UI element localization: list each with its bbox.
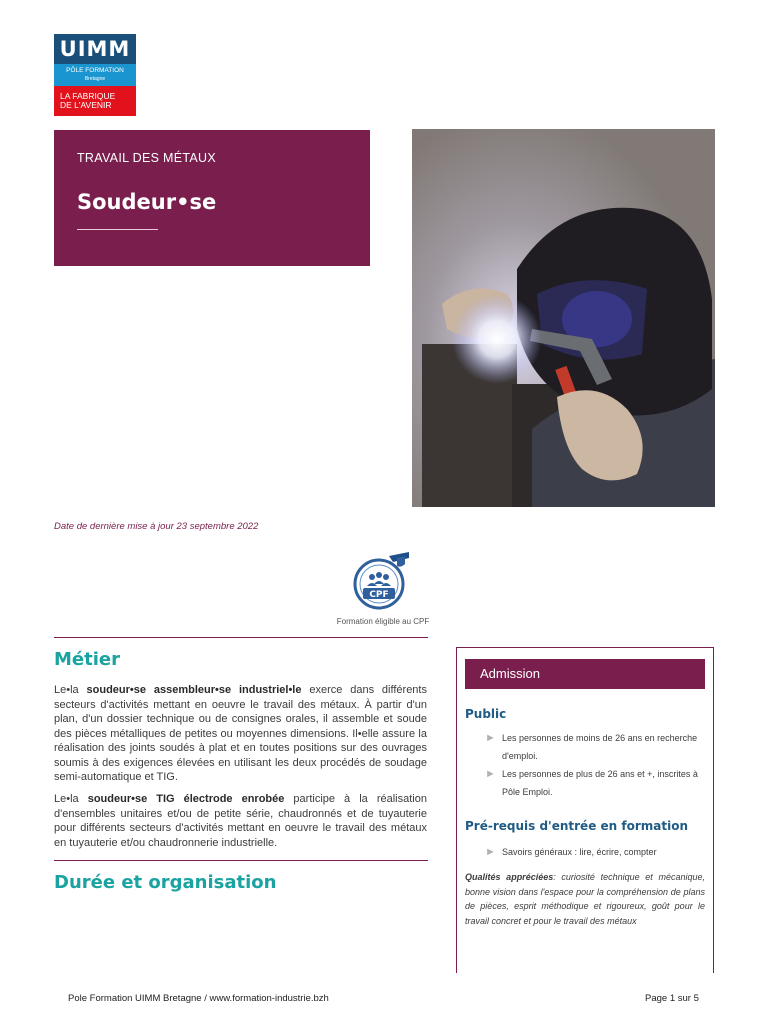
logo-line2: Bretagne xyxy=(84,76,106,82)
logo-brand: UIMM xyxy=(54,34,136,64)
arrow-right-icon: ► xyxy=(485,846,496,858)
qualities-text: : curiosité technique et mécanique, bonne vision dans l'espace pour la compréhension de plans de pièces, esprit méthodique et rigoureux, goût pour le travail concret et pour le travail des métaux xyxy=(465,872,705,926)
section-title-duree: Durée et organisation xyxy=(54,872,277,893)
admission-header: Admission xyxy=(465,659,705,689)
list-item xyxy=(485,765,700,801)
logo-pole xyxy=(54,64,136,86)
logo-line1: PÔLE FORMATION xyxy=(66,67,124,74)
prereq-title: Pré-requis d'entrée en formation xyxy=(465,819,688,833)
title-block xyxy=(54,130,370,266)
category-label: TRAVAIL DES MÉTAUX xyxy=(77,151,216,165)
cpf-logo-icon xyxy=(353,548,413,610)
admission-box xyxy=(456,647,714,973)
p1-bold: soudeur•se assembleur•se industriel•le xyxy=(86,684,302,696)
logo-tagline xyxy=(54,86,136,116)
uimm-logo xyxy=(54,34,136,116)
public-item-text: Les personnes de moins de 26 ans en recherche d'emploi. xyxy=(502,733,698,761)
list-item xyxy=(485,843,700,861)
section-divider xyxy=(54,637,428,638)
prereq-item-text: Savoirs généraux : lire, écrire, compter xyxy=(502,847,657,857)
cpf-badge-label: CPF xyxy=(369,590,389,600)
list-item xyxy=(485,729,700,765)
cpf-badge xyxy=(328,548,438,626)
cpf-caption: Formation éligible au CPF xyxy=(336,617,430,626)
section-divider xyxy=(54,860,428,861)
p2-bold: soudeur•se TIG électrode enrobée xyxy=(87,793,285,805)
footer-page-number: Page 1 sur 5 xyxy=(645,993,699,1004)
metier-paragraph-1 xyxy=(54,683,427,785)
p1-text: exerce dans différents secteurs d'activités mettant en oeuvre le travail des métaux. À partir d'un plan, d'un dossier technique ou de consignes orales, il assemble et soude des pièces métalliques de petites ou moyennes dimensions. Il•elle assure la réalisation des joints soudés à plat et en toutes positions sur des ouvrages soumis à des exigences élevées en utilisant les deux procédés de soudage semi-automatique et TIG. xyxy=(54,684,427,783)
arrow-right-icon: ► xyxy=(485,732,496,744)
logo-tagline2: DE L'AVENIR xyxy=(60,99,112,110)
title-underline xyxy=(77,229,158,230)
qualities-paragraph xyxy=(465,870,705,928)
arrow-right-icon: ► xyxy=(485,768,496,780)
last-update-date: Date de dernière mise à jour 23 septembre 2022 xyxy=(54,521,259,532)
page-title: Soudeur•se xyxy=(77,190,217,214)
public-item-text: Les personnes de plus de 26 ans et +, inscrites à Pôle Emploi. xyxy=(502,769,698,797)
prereq-list xyxy=(485,843,700,861)
metier-paragraph-2 xyxy=(54,792,427,850)
public-list xyxy=(485,729,700,801)
section-title-metier: Métier xyxy=(54,649,120,670)
welder-photo xyxy=(412,129,715,507)
public-title: Public xyxy=(465,707,507,721)
p2-prefix: Le•la xyxy=(54,793,88,805)
qualities-label: Qualités appréciées xyxy=(465,872,554,882)
logo-tagline1: LA FABRIQUE xyxy=(60,91,116,101)
p2-text: participe à la réalisation d'ensembles unitaires et/ou de petite série, chaudronnés et de tuyauterie pour différents secteurs d'activités mettant en oeuvre le travail des métaux en tuyauterie et/ou chaudronnerie industrielle. xyxy=(54,793,427,849)
footer-site: Pole Formation UIMM Bretagne / www.formation-industrie.bzh xyxy=(68,993,329,1004)
p1-prefix: Le•la xyxy=(54,684,87,696)
